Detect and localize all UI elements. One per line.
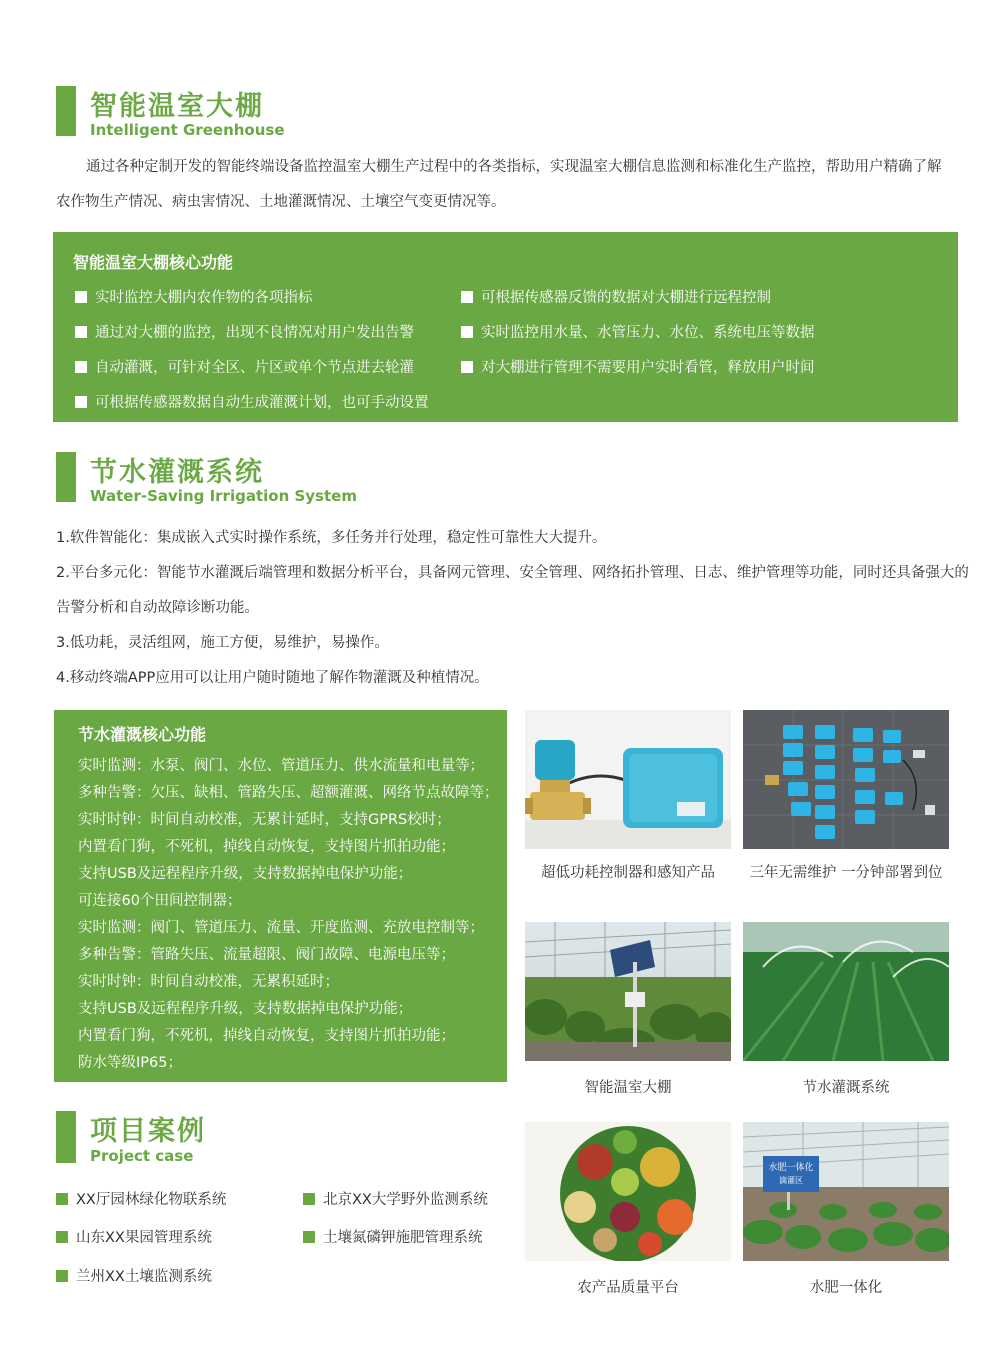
feature-line: 支持USB及远程程序升级，支持数据掉电保护功能； bbox=[78, 866, 413, 882]
irrigation-subtitle: Water-Saving Irrigation System bbox=[90, 487, 357, 505]
intro-line: 农作物生产情况、病虫害情况、土地灌溉情况、土壤空气变更情况等。 bbox=[56, 194, 506, 210]
fertigation-sign-line: 滴灌区 bbox=[779, 1176, 803, 1185]
fertigation-photo bbox=[743, 1122, 949, 1261]
feature-item: 实时监控用水量、水管压力、水位、系统电压等数据 bbox=[461, 321, 815, 342]
sprinkler-field-photo bbox=[743, 922, 949, 1061]
photo-caption: 超低功耗控制器和感知产品 bbox=[541, 865, 715, 881]
sensor-units-photo bbox=[743, 710, 949, 849]
bullet-square-icon bbox=[56, 1270, 68, 1282]
greenhouse-features-box bbox=[53, 232, 958, 422]
feature-line: 可连接60个田间控制器； bbox=[78, 893, 242, 909]
bullet-square-icon bbox=[461, 361, 473, 373]
irrigation-points bbox=[56, 521, 969, 696]
bullet-square-icon bbox=[75, 396, 87, 408]
point-line: 3.低功耗，灵活组网，施工方便，易维护，易操作。 bbox=[56, 635, 389, 651]
feature-line: 实时时钟：时间自动校准，无累计延时，支持GPRS校时； bbox=[78, 812, 451, 828]
feature-line: 多种告警：管路失压、流量超限、阀门故障、电源电压等； bbox=[78, 947, 455, 963]
case-item: 北京XX大学野外监测系统 bbox=[303, 1188, 488, 1209]
bullet-square-icon bbox=[75, 326, 87, 338]
feature-line: 实时时钟：时间自动校准，无累积延时； bbox=[78, 974, 339, 990]
photo-caption: 智能温室大棚 bbox=[584, 1080, 672, 1096]
point-line: 2.平台多元化：智能节水灌溉后端管理和数据分析平台，具备网元管理、安全管理、网络拓扑管理、日志、维护管理等功能，同时还具备强大的 bbox=[56, 565, 969, 581]
greenhouse-intro bbox=[56, 150, 966, 220]
bullet-square-icon bbox=[75, 291, 87, 303]
cases-title: 项目案例 bbox=[90, 1116, 206, 1147]
point-line: 告警分析和自动故障诊断功能。 bbox=[56, 600, 259, 616]
feature-line: 多种告警：欠压、缺相、管路失压、超额灌溉、网络节点故障等； bbox=[78, 785, 499, 801]
feature-item: 实时监控大棚内农作物的各项指标 bbox=[75, 286, 313, 307]
bullet-square-icon bbox=[461, 291, 473, 303]
point-line: 4.移动终端APP应用可以让用户随时随地了解作物灌溉及种植情况。 bbox=[56, 670, 489, 686]
cases-subtitle: Project case bbox=[90, 1147, 194, 1165]
produce-collage-photo bbox=[525, 1122, 731, 1261]
irrigation-title: 节水灌溉系统 bbox=[90, 457, 264, 488]
photo-caption: 三年无需维护 一分钟部署到位 bbox=[749, 865, 943, 881]
feature-item: 可根据传感器数据自动生成灌溉计划，也可手动设置 bbox=[75, 391, 429, 412]
case-item: 兰州XX土壤监测系统 bbox=[56, 1265, 212, 1286]
bullet-square-icon bbox=[56, 1193, 68, 1205]
bullet-square-icon bbox=[303, 1193, 315, 1205]
photo-caption: 水肥一体化 bbox=[809, 1280, 883, 1296]
feature-line: 内置看门狗，不死机，掉线自动恢复，支持图片抓拍功能； bbox=[78, 1028, 455, 1044]
bullet-square-icon bbox=[303, 1231, 315, 1243]
bullet-square-icon bbox=[461, 326, 473, 338]
feature-line: 防水等级IP65； bbox=[78, 1055, 182, 1071]
heading-accent-bar bbox=[56, 1111, 76, 1163]
irrigation-features-box bbox=[54, 710, 507, 1082]
feature-item: 通过对大棚的监控，出现不良情况对用户发出告警 bbox=[75, 321, 414, 342]
feature-item: 对大棚进行管理不需要用户实时看管，释放用户时间 bbox=[461, 356, 815, 377]
heading-accent-bar bbox=[56, 452, 76, 502]
irrigation-box-title: 节水灌溉核心功能 bbox=[78, 725, 207, 744]
case-item: 山东XX果园管理系统 bbox=[56, 1226, 212, 1247]
photo-caption: 节水灌溉系统 bbox=[802, 1080, 890, 1096]
bullet-square-icon bbox=[75, 361, 87, 373]
point-line: 1.软件智能化：集成嵌入式实时操作系统，多任务并行处理，稳定性可靠性大大提升。 bbox=[56, 530, 607, 546]
case-item: XX厅园林绿化物联系统 bbox=[56, 1188, 226, 1209]
bullet-square-icon bbox=[56, 1231, 68, 1243]
fertigation-sign-line: 水肥一体化 bbox=[768, 1163, 814, 1173]
greenhouse-box-title: 智能温室大棚核心功能 bbox=[73, 253, 234, 272]
feature-line: 支持USB及远程程序升级，支持数据掉电保护功能； bbox=[78, 1001, 413, 1017]
heading-accent-bar bbox=[56, 86, 76, 136]
intro-line: 通过各种定制开发的智能终端设备监控温室大棚生产过程中的各类指标，实现温室大棚信息监测和标准化生产监控，帮助用户精确了解 bbox=[86, 159, 942, 175]
greenhouse-subtitle: Intelligent Greenhouse bbox=[90, 121, 285, 139]
feature-line: 实时监测：水泵、阀门、水位、管道压力、供水流量和电量等； bbox=[78, 758, 484, 774]
greenhouse-title: 智能温室大棚 bbox=[90, 91, 264, 122]
greenhouse-photo bbox=[525, 922, 731, 1061]
feature-item: 自动灌溉，可针对全区、片区或单个节点进去轮灌 bbox=[75, 356, 414, 377]
feature-line: 实时监测：阀门、管道压力、流量、开度监测、充放电控制等； bbox=[78, 920, 484, 936]
case-item: 土壤氮磷钾施肥管理系统 bbox=[303, 1226, 483, 1247]
feature-line: 内置看门狗，不死机，掉线自动恢复，支持图片抓拍功能； bbox=[78, 839, 455, 855]
feature-item: 可根据传感器反馈的数据对大棚进行远程控制 bbox=[461, 286, 771, 307]
photo-caption: 农产品质量平台 bbox=[577, 1280, 679, 1296]
controller-product-photo bbox=[525, 710, 731, 849]
